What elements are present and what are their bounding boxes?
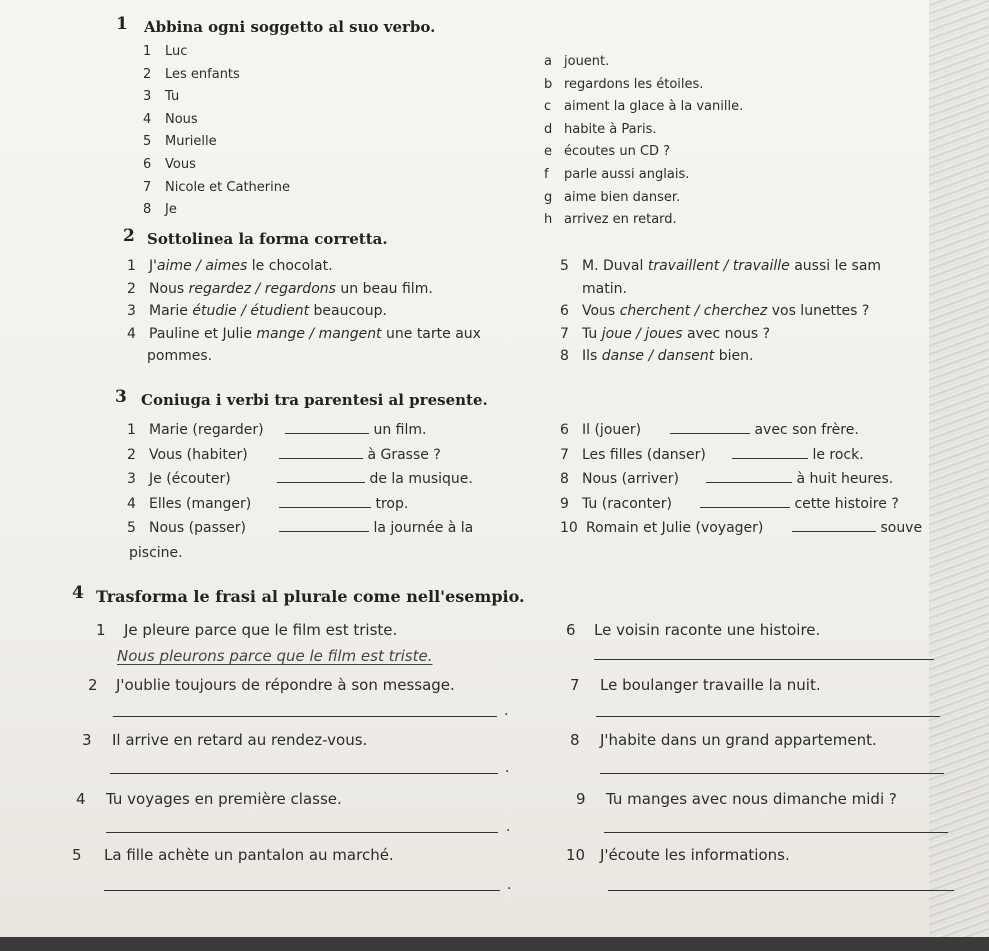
ex1-subjects — [143, 41, 290, 222]
ex2-item-7: 7 Tu joue / joues avec nous ? — [560, 325, 771, 342]
ex3-item-9: 9 Tu (raconter) cette histoire ? — [560, 495, 899, 512]
ex2-item-5: 5 M. Duval travaillent / travaille aussi le sam — [560, 258, 882, 274]
ex1-subject-7: 7 Nicole et Catherine — [143, 179, 290, 195]
table-surface — [0, 937, 989, 951]
ex3-blank-3[interactable] — [277, 481, 365, 483]
ex3-blank-10[interactable] — [792, 530, 876, 532]
ex3-item-7: 7 Les filles (danser) le rock. — [560, 446, 864, 463]
ex1-verb-g: g aime bien danser. — [544, 189, 681, 205]
ex2-item-5-cont: matin. — [582, 280, 627, 297]
ex4-answer-line-8[interactable] — [600, 773, 944, 774]
page-edge-shadow — [929, 0, 989, 951]
ex1-subject-1: 1 Luc — [143, 44, 188, 59]
ex3-blank-1[interactable] — [285, 432, 369, 434]
ex3-item-6: 6 Il (jouer) avec son frère. — [560, 422, 859, 438]
ex2-left — [127, 255, 481, 368]
ex3-item-10: 10 Romain et Julie (voyager) souve — [560, 520, 923, 536]
ex2-item-2: 2 Nous regardez / regardons un beau film. — [127, 280, 433, 297]
ex4-number: 4 — [72, 583, 84, 603]
ex4-answer-line-4[interactable] — [106, 832, 498, 833]
ex1-subject-8: 8 Je — [143, 202, 177, 218]
ex1-verb-c: c aiment la glace à la vanille. — [544, 99, 744, 115]
ex3-blank-4[interactable] — [279, 506, 371, 508]
ex4-item-1: 1 Je pleure parce que le film est triste. — [96, 621, 398, 639]
ex2-item-4: 4 Pauline et Julie mange / mangent une tarte aux — [127, 325, 481, 342]
ex4-instruction: Trasforma le frasi al plurale come nell'esempio. — [96, 587, 525, 606]
ex1-verbs — [544, 51, 743, 232]
ex2-item-1: 1 J'aime / aimes le chocolat. — [127, 258, 333, 274]
ex4-item-9: 9 Tu manges avec nous dimanche midi ? — [576, 790, 897, 808]
ex4-answer-line-5[interactable] — [104, 890, 500, 891]
ex3-item-5: 5 Nous (passer) la journée à la — [127, 520, 474, 536]
ex3-blank-6[interactable] — [670, 432, 750, 434]
ex4-item-8: 8 J'habite dans un grand appartement. — [570, 731, 877, 749]
ex1-subject-2: 2 Les enfants — [143, 66, 240, 82]
ex2-right — [560, 255, 881, 368]
ex4-line-end-3: . — [505, 760, 510, 776]
ex4-example-answer: Nous pleurons parce que le film est triste. — [117, 647, 433, 665]
ex4-item-3: 3 Il arrive en retard au rendez-vous. — [82, 731, 368, 749]
ex1-instruction: Abbina ogni soggetto al suo verbo. — [144, 18, 436, 36]
ex4-item-2: 2 J'oublie toujours de répondre à son message. — [88, 676, 455, 694]
ex3-blank-5[interactable] — [279, 530, 369, 532]
ex4-answer-line-6[interactable] — [594, 659, 934, 660]
ex4-item-4: 4 Tu voyages en première classe. — [76, 790, 342, 808]
ex1-subject-6: 6 Vous — [143, 156, 196, 172]
ex4-item-6: 6 Le voisin raconte une histoire. — [566, 621, 821, 639]
ex1-subject-3: 3 Tu — [143, 89, 180, 105]
ex4-line-end-4: . — [506, 819, 511, 835]
ex4-line-end-2: . — [504, 703, 509, 719]
ex3-item-3: 3 Je (écouter) de la musique. — [127, 471, 473, 487]
ex1-verb-e: e écoutes un CD ? — [544, 144, 671, 160]
ex3-item-1: 1 Marie (regarder) un film. — [127, 422, 427, 438]
ex2-item-3: 3 Marie étudie / étudient beaucoup. — [127, 303, 387, 319]
ex3-blank-7[interactable] — [732, 457, 808, 459]
ex4-item-7: 7 Le boulanger travaille la nuit. — [570, 676, 821, 694]
ex3-blank-9[interactable] — [700, 506, 790, 508]
ex4-item-5: 5 La fille achète un pantalon au marché. — [72, 846, 394, 864]
ex2-item-8: 8 Ils danse / dansent bien. — [560, 348, 754, 364]
ex3-item-2: 2 Vous (habiter) à Grasse ? — [127, 446, 441, 463]
ex1-verb-b: b regardons les étoiles. — [544, 76, 704, 92]
ex1-verb-f: f parle aussi anglais. — [544, 166, 690, 182]
ex2-instruction: Sottolinea la forma corretta. — [147, 230, 388, 248]
ex2-item-4-cont: pommes. — [147, 348, 213, 364]
ex4-answer-line-2[interactable] — [113, 716, 497, 717]
ex4-answer-line-3[interactable] — [110, 773, 498, 774]
ex3-right — [560, 418, 922, 541]
ex3-blank-2[interactable] — [279, 457, 363, 459]
ex4-answer-line-9[interactable] — [604, 832, 948, 833]
ex2-number: 2 — [123, 226, 135, 246]
ex3-item-4: 4 Elles (manger) trop. — [127, 495, 409, 512]
ex3-instruction: Coniuga i verbi tra parentesi al presente. — [141, 391, 488, 409]
ex3-number: 3 — [115, 387, 127, 407]
ex4-answer-line-10[interactable] — [608, 890, 954, 891]
ex3-item-8: 8 Nous (arriver) à huit heures. — [560, 471, 894, 487]
ex1-verb-a: a jouent. — [544, 54, 610, 69]
ex1-subject-4: 4 Nous — [143, 111, 198, 127]
ex1-verb-h: h arrivez en retard. — [544, 212, 677, 228]
ex1-number: 1 — [116, 14, 128, 34]
ex2-item-6: 6 Vous cherchent / cherchez vos lunettes ? — [560, 303, 870, 319]
ex3-blank-8[interactable] — [706, 481, 792, 483]
ex1-verb-d: d habite à Paris. — [544, 121, 657, 137]
ex4-answer-line-7[interactable] — [596, 716, 940, 717]
ex4-item-10: 10 J'écoute les informations. — [566, 846, 790, 864]
ex1-subject-5: 5 Murielle — [143, 134, 217, 150]
ex3-item-5-cont: piscine. — [129, 544, 183, 561]
ex3-left — [127, 418, 473, 565]
ex4-line-end-5: . — [507, 877, 512, 893]
